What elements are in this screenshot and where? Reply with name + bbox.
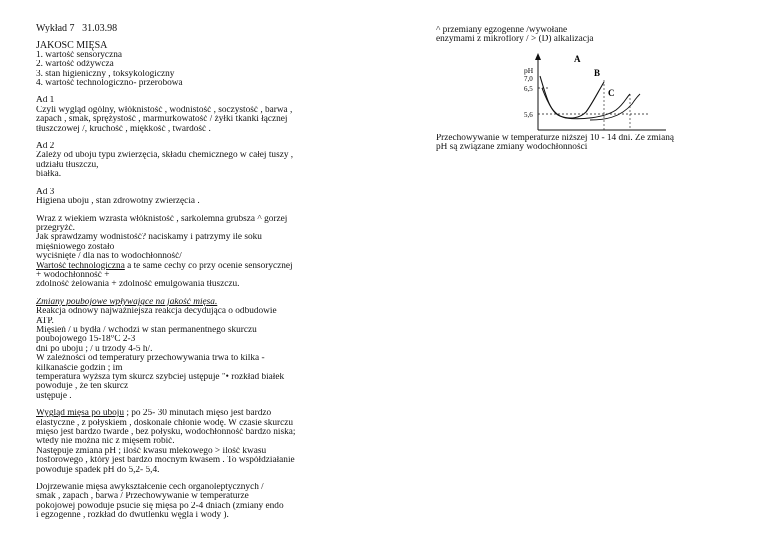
text-line: mięśniowego zostało — [36, 242, 115, 252]
y-tick-label: 5,6 — [524, 111, 533, 119]
text-line: kilkanaście godzin ; im — [36, 363, 123, 373]
criteria-list — [36, 51, 328, 89]
changes-section — [36, 298, 328, 401]
text-line: pokojowej powoduje psucie się mięsa po 2-4 dniach (zmiany endo — [36, 501, 284, 511]
tech-value-rest: a te same cechy co przy ocenie sensorycznej — [124, 261, 293, 271]
ad3-heading: Ad 3 — [36, 187, 55, 197]
text-line: mięso jest bardzo twarde , bez połysku, wodochłonność bardzo niska; — [36, 428, 296, 438]
text-line: Reakcja odnowy najważniejsza reakcja decydująca o odbudowie — [36, 307, 277, 317]
ad1-heading: Ad 1 — [36, 96, 55, 106]
ad2-heading: Ad 2 — [36, 142, 55, 152]
text-line: Jak sprawdzamy wodnistość? naciskamy i patrzymy ile soku — [36, 233, 262, 243]
text-line: ^ przemiany egzogenne /wywołane — [436, 26, 568, 35]
appearance-section — [36, 409, 328, 475]
y-tick-label: 6,5 — [524, 85, 533, 93]
text-line: Dojrzewanie mięsa awykształcenie cech organoleptycznych / — [36, 483, 264, 493]
lecture-number: Wykład 7 — [36, 24, 75, 34]
appearance-term: Wygląd mięsa po uboju — [36, 409, 125, 419]
lecture-date: 31.03.98 — [82, 24, 118, 34]
text-line: dni po uboju ; / u trzody 4-5 h/. — [36, 344, 153, 354]
text-line — [36, 262, 328, 271]
text-line: Mięsień / u bydła / wchodzi w stan permanentnego skurczu — [36, 325, 257, 335]
text-line: fosforowego , który jest bardzo mocnym kwasem . To współdziałanie — [36, 456, 295, 466]
text-line: ATP. — [36, 316, 54, 326]
text-line: W zależności od temperatury przechowywania trwa to kilka - — [36, 354, 265, 364]
text-line: ustępuje . — [36, 391, 72, 401]
appearance-rest: ; po 25- 30 minutach mięso jest bardzo — [124, 409, 272, 419]
text-line: udziału tłuszczu, — [36, 160, 99, 170]
curve-a — [540, 76, 604, 118]
fibers-paragraph — [36, 215, 328, 290]
text-line: elastyczne , z połyskiem , doskonale chłonie wodę. W czasie skurczu — [36, 418, 294, 428]
text-line: Przechowywanie w temperaturze niższej 10 - 14 dni. Ze zmianą — [436, 134, 675, 143]
text-line: wtedy nie można nic z mięsem robić. — [36, 437, 175, 447]
ad2-section — [36, 142, 328, 180]
text-line: smak , zapach , barwa / Przechowywanie w temperaturze — [36, 492, 249, 502]
list-item: 2. wartość odżywcza — [36, 60, 114, 70]
text-line: wyciśnięte / dla nas to wodochłonność/ — [36, 252, 182, 262]
ph-diagram — [520, 50, 670, 138]
list-item: 1. wartość sensoryczna — [36, 50, 122, 60]
text-line — [36, 409, 328, 418]
text-line: temperatura wyższa tym skurcz szybciej ustępuje "• rozkład białek — [36, 373, 285, 382]
text-line: powoduje spadek pH do 5,2- 5,4. — [36, 465, 160, 475]
text-line: + wodochłonność + — [36, 270, 110, 280]
text-line: Higiena uboju , stan zdrowotny zwierzęcia . — [36, 197, 200, 207]
left-column — [36, 24, 328, 521]
curve-label-c: C — [608, 88, 615, 98]
ad1-section — [36, 96, 328, 134]
text-line: Czyli wygląd ogólny, włóknistość , wodnistość , soczystość , barwa , — [36, 105, 293, 115]
list-item: 4. wartość technologiczno- przerobowa — [36, 79, 183, 89]
curve-label-b: B — [594, 68, 601, 78]
y-axis-label: pH — [524, 66, 534, 75]
maturation-paragraph — [36, 483, 328, 521]
text-line: Zależy od uboju typu zwierzęcia, składu chemicznego w całej tuszy , — [36, 151, 294, 161]
text-line: Następuje zmiana pH ; ilość kwasu mlekowego > ilość kwasu — [36, 446, 267, 456]
tech-value-term: Wartość technologiczna — [36, 261, 125, 271]
text-line: powoduje , że ten skurcz — [36, 382, 129, 392]
y-tick-label: 7,0 — [524, 75, 533, 83]
text-line: enzymami z mikroflory / > (D) alkalizacja — [436, 35, 594, 45]
curve-label-a: A — [574, 54, 581, 64]
text-line: zdolność żelowania + zdolność emulgowania tłuszczu. — [36, 280, 240, 290]
section-title: JAKOŚĆ MIĘSA — [36, 41, 108, 51]
right-column — [436, 26, 714, 45]
text-line: tłuszczowej /, kruchość , miękkość , twardość . — [36, 124, 211, 134]
ad3-section — [36, 188, 328, 207]
diagram-caption — [436, 134, 712, 153]
lecture-header — [36, 24, 328, 33]
text-line: Wraz z wiekiem wzrasta włóknistość , sarkolemna grubsza ^ gorzej — [36, 214, 288, 224]
list-item: 3. stan higieniczny , toksykologiczny — [36, 69, 175, 79]
curve-c — [590, 94, 640, 120]
changes-heading: Zmiany poubojowe wpływające na jakość mięsa. — [36, 297, 218, 307]
text-line: przegryźć. — [36, 223, 75, 233]
text-line: i egzogenne , rozkład do dwutlenku węgla i wody ). — [36, 511, 229, 521]
text-line: białka. — [36, 170, 62, 180]
y-axis-arrow-icon — [535, 53, 541, 60]
text-line: poubojowego 15-18°C 2-3 — [36, 335, 136, 345]
text-line: pH są związane zmiany wodochłonności — [436, 143, 588, 153]
text-line: zapach , smak, sprężystość , marmurkowatość / żyłki tkanki łącznej — [36, 115, 288, 125]
